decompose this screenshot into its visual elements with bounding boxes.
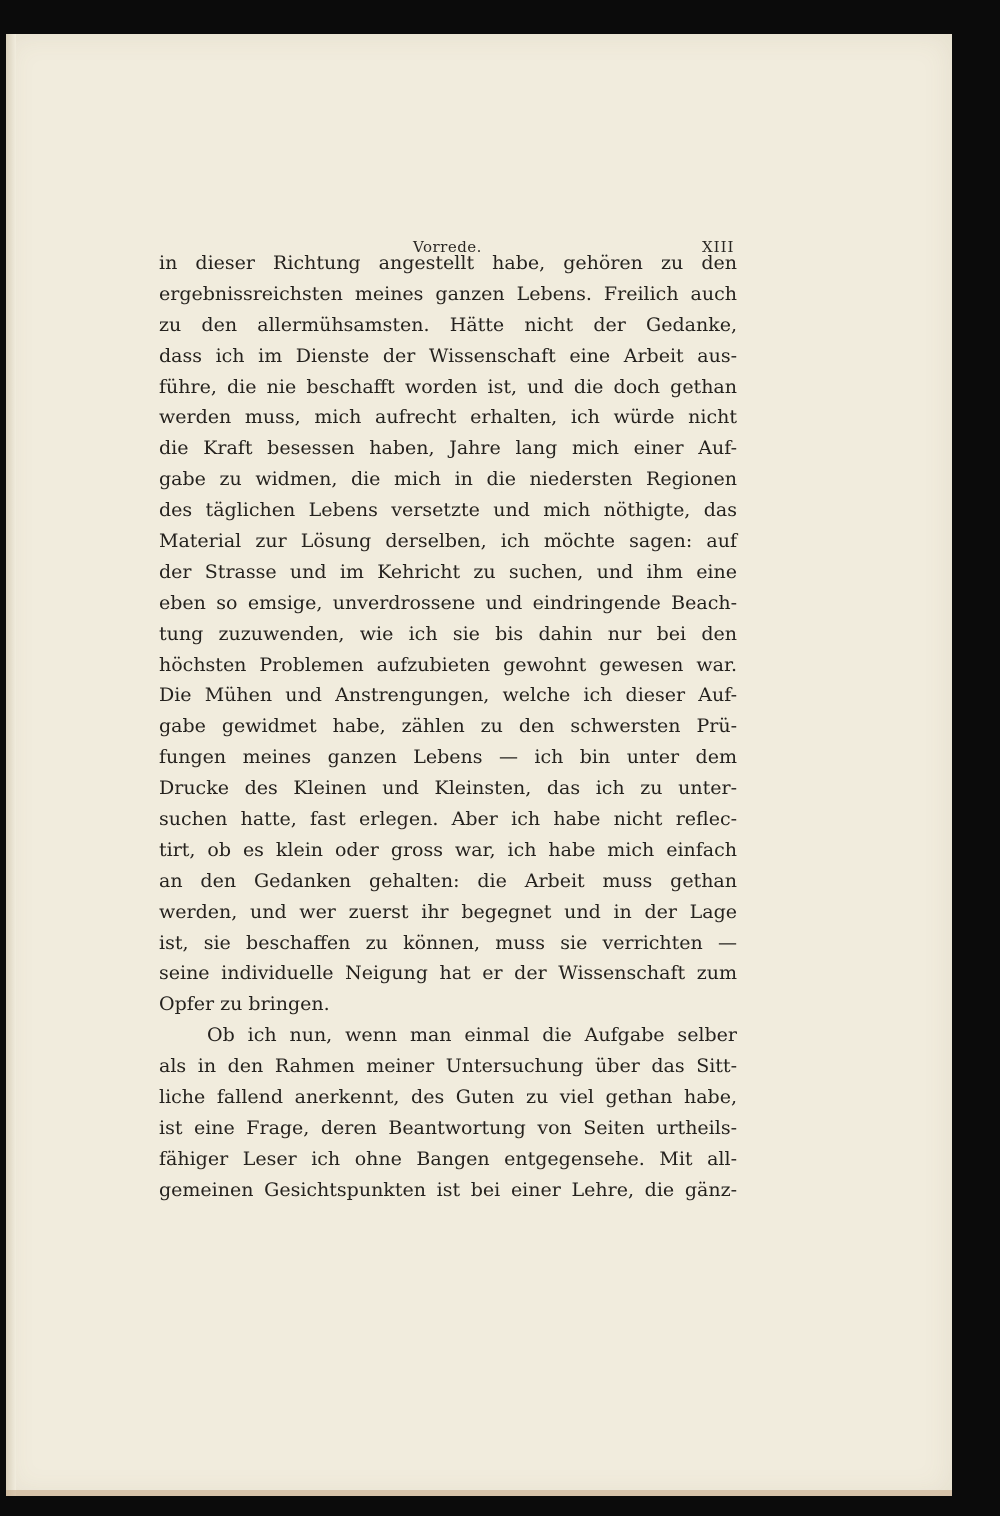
- text-line: des täglichen Lebens versetzte und mich nöthigte, das: [159, 499, 737, 522]
- text-line: werden muss, mich aufrecht erhalten, ich würde nicht: [159, 406, 737, 429]
- page-number: XIII: [702, 238, 735, 256]
- running-head: Vorrede.: [413, 238, 482, 256]
- text-line: werden, und wer zuerst ihr begegnet und in der Lage: [159, 900, 737, 923]
- text-line: ist eine Frage, deren Beantwortung von Seiten urtheils-: [159, 1116, 737, 1139]
- text-line: als in den Rahmen meiner Untersuchung über das Sitt-: [159, 1055, 737, 1078]
- text-line: gabe zu widmen, die mich in die niedersten Regionen: [159, 468, 737, 491]
- text-line: führe, die nie beschafft worden ist, und die doch gethan: [159, 375, 737, 398]
- text-line: suchen hatte, fast erlegen. Aber ich habe nicht reflec-: [159, 808, 737, 831]
- text-line: fungen meines ganzen Lebens — ich bin unter dem: [159, 746, 737, 769]
- text-line: Material zur Lösung derselben, ich möchte sagen: auf: [159, 530, 737, 553]
- page-bottom-edge: [6, 1490, 952, 1496]
- text-line: die Kraft besessen haben, Jahre lang mich einer Auf-: [159, 437, 737, 460]
- text-line: gemeinen Gesichtspunkten ist bei einer Lehre, die gänz-: [159, 1178, 737, 1201]
- text-line: höchsten Problemen aufzubieten gewohnt gewesen war.: [159, 653, 737, 676]
- text-line: seine individuelle Neigung hat er der Wissenschaft zum: [159, 962, 737, 985]
- text-line: ist, sie beschaffen zu können, muss sie verrichten —: [159, 931, 737, 954]
- text-line: dass ich im Dienste der Wissenschaft eine Arbeit aus-: [159, 344, 737, 367]
- paragraph-start-line: Ob ich nun, wenn man einmal die Aufgabe selber: [207, 1024, 737, 1047]
- text-line: eben so emsige, unverdrossene und eindringende Beach-: [159, 591, 737, 614]
- text-line: ergebnissreichsten meines ganzen Lebens. Freilich auch: [159, 282, 737, 305]
- body-text: [159, 248, 737, 1206]
- text-line: Drucke des Kleinen und Kleinsten, das ich zu unter-: [159, 777, 737, 800]
- text-line: fähiger Leser ich ohne Bangen entgegensehe. Mit all-: [159, 1147, 737, 1170]
- text-line: gabe gewidmet habe, zählen zu den schwersten Prü-: [159, 715, 737, 738]
- text-line: der Strasse und im Kehricht zu suchen, und ihm eine: [159, 560, 737, 583]
- text-line: tirt, ob es klein oder gross war, ich habe mich einfach: [159, 838, 737, 861]
- text-line: liche fallend anerkennt, des Guten zu viel gethan habe,: [159, 1086, 737, 1109]
- text-line: an den Gedanken gehalten: die Arbeit muss gethan: [159, 869, 737, 892]
- paragraph-end-line: Opfer zu bringen.: [159, 993, 330, 1016]
- text-line: tung zuzuwenden, wie ich sie bis dahin nur bei den: [159, 622, 737, 645]
- text-line: zu den allermühsamsten. Hätte nicht der Gedanke,: [159, 313, 737, 336]
- text-line: in dieser Richtung angestellt habe, gehören zu den: [159, 252, 737, 274]
- text-line: Die Mühen und Anstrengungen, welche ich dieser Auf-: [159, 684, 737, 707]
